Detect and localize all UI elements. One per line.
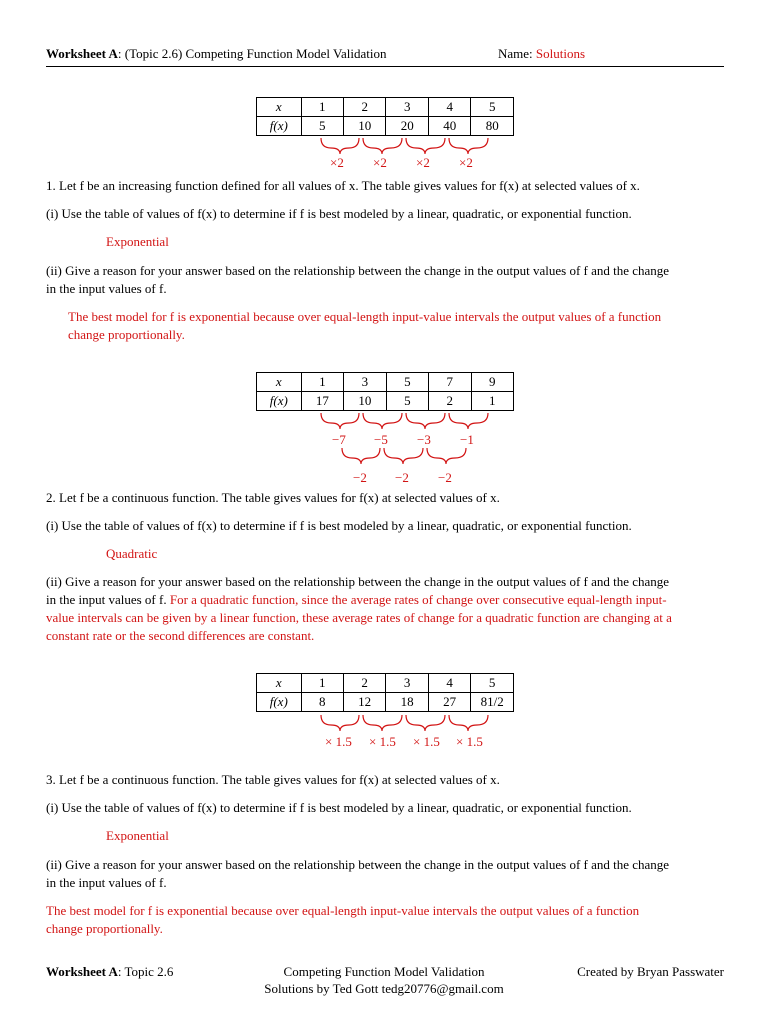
table-cell: 9 [471, 373, 513, 392]
table-cell: 7 [429, 373, 471, 392]
table-row [257, 693, 514, 712]
q1-part1: (i) Use the table of values of f(x) to determine if f is best modeled by a linear, quadratic, or exponential function. [46, 206, 632, 221]
table-cell: 2 [343, 674, 385, 693]
footer-center-1: Competing Function Model Validation [283, 964, 485, 979]
table-row [257, 373, 514, 392]
q3-answer2-line2: change proportionally. [46, 921, 163, 936]
q1-part2-line1: (ii) Give a reason for your answer based on the relationship between the change in the output values of f and the change [46, 263, 670, 278]
diff-label: ×2 [330, 155, 344, 170]
table-cell: 3 [344, 373, 387, 392]
diff-label: −3 [417, 432, 431, 447]
footer-right: Created by Bryan Passwater [577, 964, 724, 979]
table-cell: 3 [386, 674, 428, 693]
q2-part2-line1: (ii) Give a reason for your answer based on the relationship between the change in the output values of f and the change [46, 574, 670, 589]
table-cell: 1 [301, 98, 343, 117]
fx-label: f(x) [269, 694, 288, 709]
diff-label: × 1.5 [369, 734, 396, 749]
table-cell: 4 [428, 98, 471, 117]
table-cell: 81/2 [471, 693, 514, 712]
diff-label: × 1.5 [456, 734, 483, 749]
table-cell: 5 [301, 117, 343, 136]
table-cell: 20 [386, 117, 429, 136]
x-label: x [275, 374, 282, 389]
fx-label: f(x) [269, 118, 288, 133]
table-cell: 1 [301, 674, 343, 693]
table-cell: 80 [471, 117, 514, 136]
q2-stem: 2. Let f be a continuous function. The table gives values for f(x) at selected values of x. [46, 490, 500, 505]
table-row [257, 392, 514, 411]
q2-part1: (i) Use the table of values of f(x) to determine if f is best modeled by a linear, quadratic, or exponential function. [46, 518, 632, 533]
header-name: Name: Solutions [498, 46, 586, 61]
table-cell: 2 [343, 98, 386, 117]
fx-label: f(x) [269, 393, 288, 408]
q1-stem: 1. Let f be an increasing function defined for all values of x. The table gives values for f(x) at selected values of x. [46, 178, 640, 193]
q3-answer2-line1: The best model for f is exponential because over equal-length input-value intervals the output values of a function [46, 903, 640, 918]
table-cell: 1 [301, 373, 344, 392]
q3-part2-line1: (ii) Give a reason for your answer based on the relationship between the change in the output values of f and the change [46, 857, 670, 872]
header-title: Worksheet A: (Topic 2.6) Competing Function Model Validation [46, 46, 387, 61]
q3-part2-line2: in the input values of f. [46, 875, 167, 890]
diff-label: −5 [374, 432, 388, 447]
diff-label: −1 [460, 432, 474, 447]
table-cell: 3 [386, 98, 429, 117]
diff-label: ×2 [416, 155, 430, 170]
diff-label: ×2 [373, 155, 387, 170]
diff-label: −7 [332, 432, 346, 447]
table-cell: 2 [429, 392, 471, 411]
second-diff-label: −2 [353, 470, 367, 485]
q3-answer1: Exponential [106, 828, 169, 843]
table-cell: 5 [386, 392, 428, 411]
table-cell: 5 [386, 373, 428, 392]
table-cell: 8 [301, 693, 343, 712]
footer-left: Worksheet A: Topic 2.6 [46, 964, 174, 979]
x-label: x [275, 99, 282, 114]
table-cell: 18 [386, 693, 428, 712]
table-cell: 17 [301, 392, 344, 411]
table-row [257, 674, 514, 693]
footer-center-2: Solutions by Ted Gott tedg20776@gmail.com [264, 981, 504, 996]
q2-answer2-line1: For a quadratic function, since the average rates of change over consecutive equal-length input- [166, 592, 667, 607]
table-cell: 40 [428, 117, 471, 136]
second-diff-label: −2 [395, 470, 409, 485]
table-cell: 10 [343, 117, 386, 136]
q2-answer1: Quadratic [106, 546, 158, 561]
x-label: x [275, 675, 282, 690]
q1-answer2-line2: change proportionally. [68, 327, 185, 342]
table-cell: 5 [471, 98, 514, 117]
diff-label: ×2 [459, 155, 473, 170]
table-cell: 5 [471, 674, 514, 693]
q3-stem: 3. Let f be a continuous function. The table gives values for f(x) at selected values of x. [46, 772, 500, 787]
q1-answer1: Exponential [106, 234, 169, 249]
table-cell: 27 [428, 693, 470, 712]
q3-part1: (i) Use the table of values of f(x) to determine if f is best modeled by a linear, quadratic, or exponential function. [46, 800, 632, 815]
q2-answer2-line2: value intervals can be given by a linear function, these average rates of change for a quadratic function are changing at a [46, 610, 672, 625]
table-2 [256, 372, 514, 411]
q2-part2-line2: in the input values of f. For a quadratic function, since the average rates of change over consecutive equal-length input- [46, 592, 667, 607]
q2-answer2-line3: constant rate or the second differences are constant. [46, 628, 315, 643]
table-cell: 12 [343, 693, 385, 712]
q1-part2-line2: in the input values of f. [46, 281, 167, 296]
table-cell: 10 [344, 392, 387, 411]
table-cell: 1 [471, 392, 513, 411]
q1-answer2-line1: The best model for f is exponential because over equal-length input-value intervals the output values of a function [68, 309, 662, 324]
second-diff-label: −2 [438, 470, 452, 485]
diff-label: × 1.5 [325, 734, 352, 749]
table-cell: 4 [428, 674, 470, 693]
table-3 [256, 673, 514, 712]
diff-label: × 1.5 [413, 734, 440, 749]
